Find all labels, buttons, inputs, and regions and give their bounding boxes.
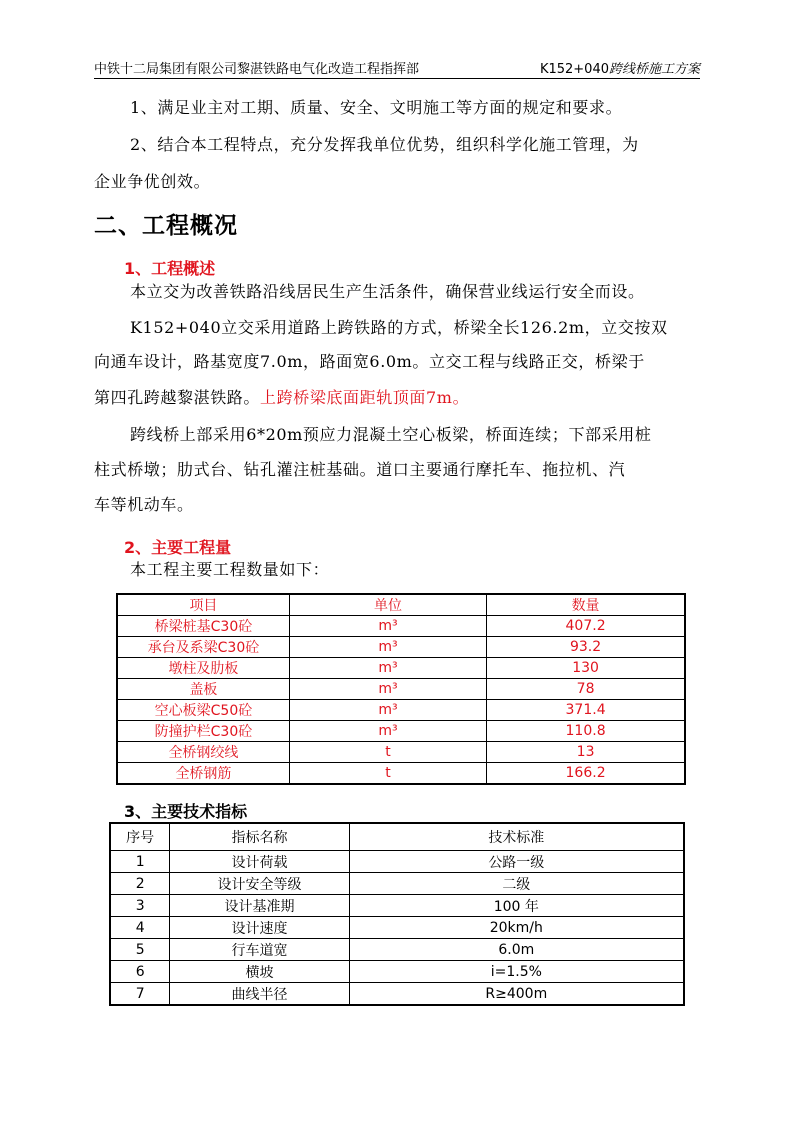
table-row xyxy=(110,939,684,961)
indicator-name: 行车道宽 xyxy=(170,939,349,961)
indicator-standard: 公路一级 xyxy=(349,851,684,873)
row-index: 3 xyxy=(110,895,170,917)
goal-item-2-line-2: 企业争优创效。 xyxy=(94,172,211,191)
header-document-title xyxy=(540,58,700,77)
item-quantity: 130 xyxy=(487,658,685,679)
item-unit: m³ xyxy=(289,616,486,637)
table-row xyxy=(117,616,685,637)
table-row xyxy=(110,851,684,873)
column-header-quantity: 数量 xyxy=(487,594,685,616)
column-header-unit: 单位 xyxy=(289,594,486,616)
item-name: 墩柱及肋板 xyxy=(117,658,289,679)
indicator-standard: i=1.5% xyxy=(349,961,684,983)
table-row xyxy=(117,742,685,763)
overview-paragraph-3-line-3: 车等机动车。 xyxy=(94,495,194,514)
item-unit: m³ xyxy=(289,658,486,679)
quantities-intro: 本工程主要工程数量如下： xyxy=(130,560,330,579)
row-index: 4 xyxy=(110,917,170,939)
item-name: 桥梁桩基C30砼 xyxy=(117,616,289,637)
quantities-table xyxy=(116,593,686,785)
overview-crossing-text: 第四孔跨越黎湛铁路。 xyxy=(94,388,261,407)
subsection-1-heading: 1、工程概述 xyxy=(124,259,216,278)
overview-paragraph-3-line-1: 跨线桥上部采用6*20m预应力混凝土空心板梁，桥面连续；下部采用桩 xyxy=(130,425,652,444)
section-2-heading: 二、工程概况 xyxy=(94,213,238,239)
technical-indicators-table xyxy=(109,822,685,1006)
table-row xyxy=(117,700,685,721)
item-name: 承台及系梁C30砼 xyxy=(117,637,289,658)
indicator-standard: 6.0m xyxy=(349,939,684,961)
indicator-name: 曲线半径 xyxy=(170,983,349,1006)
row-index: 2 xyxy=(110,873,170,895)
row-index: 7 xyxy=(110,983,170,1006)
table-row xyxy=(110,961,684,983)
item-quantity: 110.8 xyxy=(487,721,685,742)
table-header-row xyxy=(110,823,684,851)
indicator-standard: R≥400m xyxy=(349,983,684,1006)
indicator-standard: 二级 xyxy=(349,873,684,895)
table-header-row xyxy=(117,594,685,616)
item-unit: m³ xyxy=(289,700,486,721)
column-header-index: 序号 xyxy=(110,823,170,851)
item-name: 盖板 xyxy=(117,679,289,700)
indicator-name: 设计速度 xyxy=(170,917,349,939)
table-row xyxy=(110,917,684,939)
page-header xyxy=(94,56,700,79)
indicator-name: 横坡 xyxy=(170,961,349,983)
indicator-standard: 20km/h xyxy=(349,917,684,939)
overview-paragraph-2-line-1: K152+040立交采用道路上跨铁路的方式，桥梁全长126.2m，立交按双 xyxy=(130,318,668,337)
table-row xyxy=(110,983,684,1006)
item-quantity: 13 xyxy=(487,742,685,763)
overview-clearance-text: 上跨桥梁底面距轨顶面7m。 xyxy=(260,388,470,407)
subsection-3-heading: 3、主要技术指标 xyxy=(124,802,248,821)
subsection-2-heading: 2、主要工程量 xyxy=(124,538,232,557)
item-quantity: 407.2 xyxy=(487,616,685,637)
column-header-standard: 技术标准 xyxy=(349,823,684,851)
item-name: 空心板梁C50砼 xyxy=(117,700,289,721)
header-organization: 中铁十二局集团有限公司黎湛铁路电气化改造工程指挥部 xyxy=(94,62,420,77)
indicator-name: 设计荷载 xyxy=(170,851,349,873)
item-unit: m³ xyxy=(289,637,486,658)
row-index: 1 xyxy=(110,851,170,873)
table-row xyxy=(117,658,685,679)
indicator-standard: 100 年 xyxy=(349,895,684,917)
overview-paragraph-3-line-2: 柱式桥墩；肋式台、钻孔灌注桩基础。道口主要通行摩托车、拖拉机、汽 xyxy=(94,460,626,479)
column-header-item: 项目 xyxy=(117,594,289,616)
item-name: 全桥钢筋 xyxy=(117,763,289,785)
item-unit: m³ xyxy=(289,679,486,700)
indicator-name: 设计基准期 xyxy=(170,895,349,917)
table-row xyxy=(117,721,685,742)
item-unit: t xyxy=(289,763,486,785)
table-row xyxy=(110,895,684,917)
column-header-indicator: 指标名称 xyxy=(170,823,349,851)
item-quantity: 93.2 xyxy=(487,637,685,658)
item-name: 全桥钢绞线 xyxy=(117,742,289,763)
goal-item-2-line-1: 2、结合本工程特点，充分发挥我单位优势，组织科学化施工管理，为 xyxy=(130,135,639,154)
overview-paragraph-1: 本立交为改善铁路沿线居民生产生活条件，确保营业线运行安全而设。 xyxy=(130,282,645,301)
table-row xyxy=(117,763,685,785)
row-index: 6 xyxy=(110,961,170,983)
item-quantity: 166.2 xyxy=(487,763,685,785)
overview-paragraph-2-line-3 xyxy=(94,388,469,408)
table-row xyxy=(110,873,684,895)
goal-item-1: 1、满足业主对工期、质量、安全、文明施工等方面的规定和要求。 xyxy=(130,98,623,117)
item-name: 防撞护栏C30砼 xyxy=(117,721,289,742)
table-row xyxy=(117,679,685,700)
item-unit: t xyxy=(289,742,486,763)
table-row xyxy=(117,637,685,658)
header-title: 跨线桥施工方案 xyxy=(608,62,700,77)
header-code: K152+040 xyxy=(539,62,609,77)
item-quantity: 78 xyxy=(487,679,685,700)
row-index: 5 xyxy=(110,939,170,961)
item-quantity: 371.4 xyxy=(487,700,685,721)
item-unit: m³ xyxy=(289,721,486,742)
overview-paragraph-2-line-2: 向通车设计，路基宽度7.0m，路面宽6.0m。立交工程与线路正交，桥梁于 xyxy=(94,352,645,371)
indicator-name: 设计安全等级 xyxy=(170,873,349,895)
